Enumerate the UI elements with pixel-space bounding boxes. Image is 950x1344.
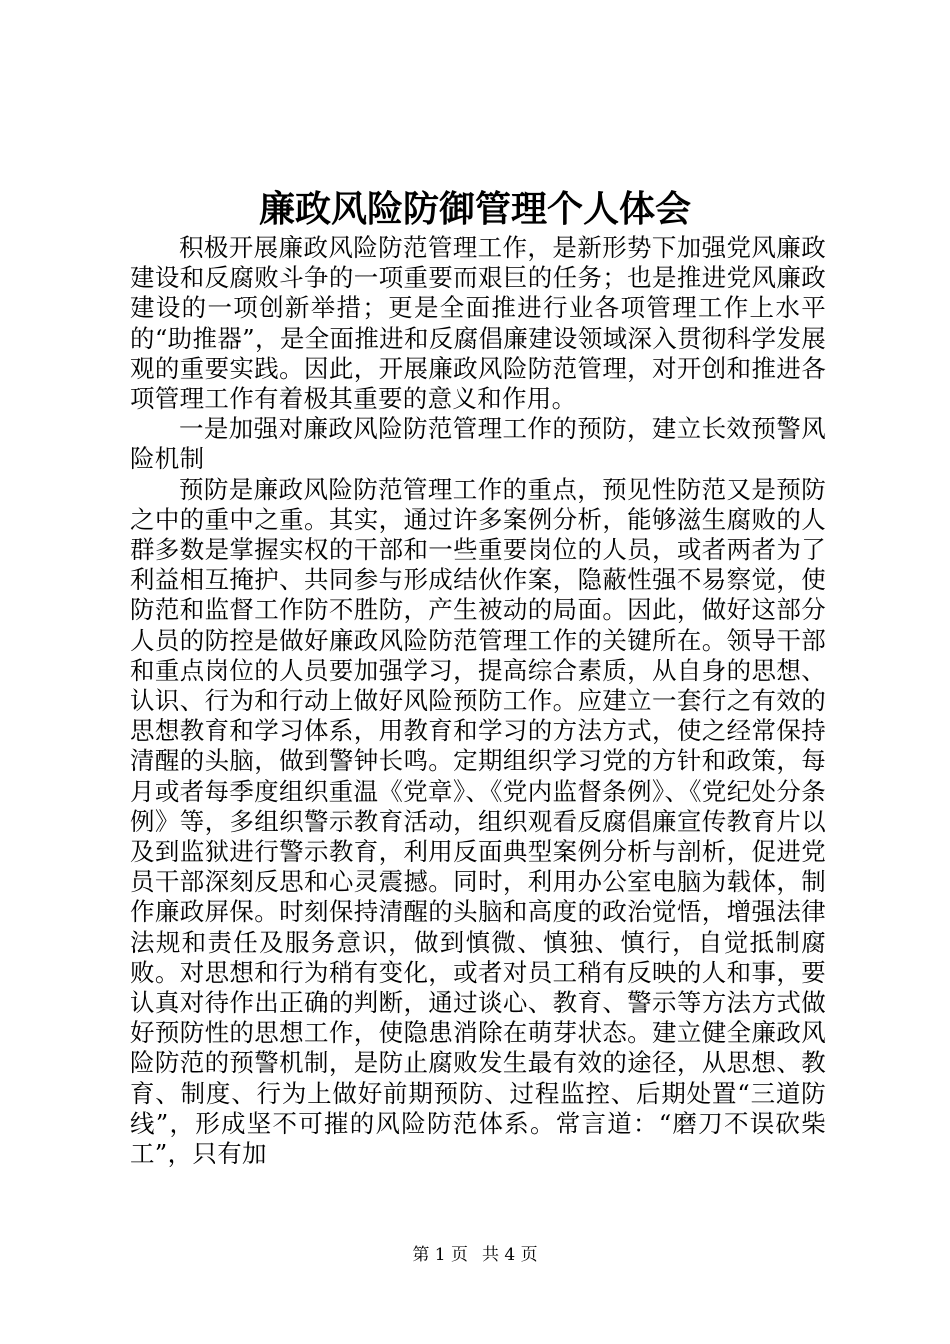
page-footer: [0, 1243, 950, 1267]
paragraph-prevention: 预防是廉政风险防范管理工作的重点，预见性防范又是预防之中的重中之重。其实，通过许多案例分析，能够滋生腐败的人群多数是掌握实权的干部和一些重要岗位的人员，或者两者为了利益相互掩护、共同参与形成结伙作案，隐蔽性强不易察觉，使防范和监督工作防不胜防，产生被动的局面。因此，做好这部分人员的防控是做好廉政风险防范管理工作的关键所在。领导干部和重点岗位的人员要加强学习，提高综合素质，从自身的思想、认识、行为和行动上做好风险预防工作。应建立一套行之有效的思想教育和学习体系，用教育和学习的方法方式，使之经常保持清醒的头脑，做到警钟长鸣。定期组织学习党的方针和政策，每月或者每季度组织重温《党章》、《党内监督条例》、《党纪处分条例》等，多组织警示教育活动，组织观看反腐倡廉宣传教育片以及到监狱进行警示教育，利用反面典型案例分析与剖析，促进党员干部深刻反思和心灵震撼。同时，利用办公室电脑为载体，制作廉政屏保。时刻保持清醒的头脑和高度的政治觉悟，增强法律法规和责任及服务意识，做到慎微、慎独、慎行，自觉抵制腐败。对思想和行为稍有变化，或者对员工稍有反映的人和事，要认真对待作出正确的判断，通过谈心、教育、警示等方法方式做好预防性的思想工作，使隐患消除在萌芽状态。建立健全廉政风险防范的预警机制，是防止腐败发生最有效的途径，从思想、教育、制度、行为上做好前期预防、过程监控、后期处置“三道防线”，形成坚不可摧的风险防范体系。常言道：“磨刀不误砍柴工”，只有加: [130, 474, 826, 1169]
page-total: 共 4 页: [482, 1245, 538, 1265]
document-body: [130, 233, 826, 1169]
paragraph-intro: 积极开展廉政风险防范管理工作，是新形势下加强党风廉政建设和反腐败斗争的一项重要而艰巨的任务；也是推进党风廉政建设的一项创新举措；更是全面推进行业各项管理工作上水平的“助推器”，是全面推进和反腐倡廉建设领域深入贯彻科学发展观的重要实践。因此，开展廉政风险防范管理，对开创和推进各项管理工作有着极其重要的意义和作用。: [130, 233, 826, 414]
document-title: 廉政风险防御管理个人体会: [258, 188, 691, 230]
paragraph-section-heading: 一是加强对廉政风险防范管理工作的预防，建立长效预警风险机制: [130, 414, 826, 474]
page-number: 第 1 页: [412, 1245, 468, 1265]
